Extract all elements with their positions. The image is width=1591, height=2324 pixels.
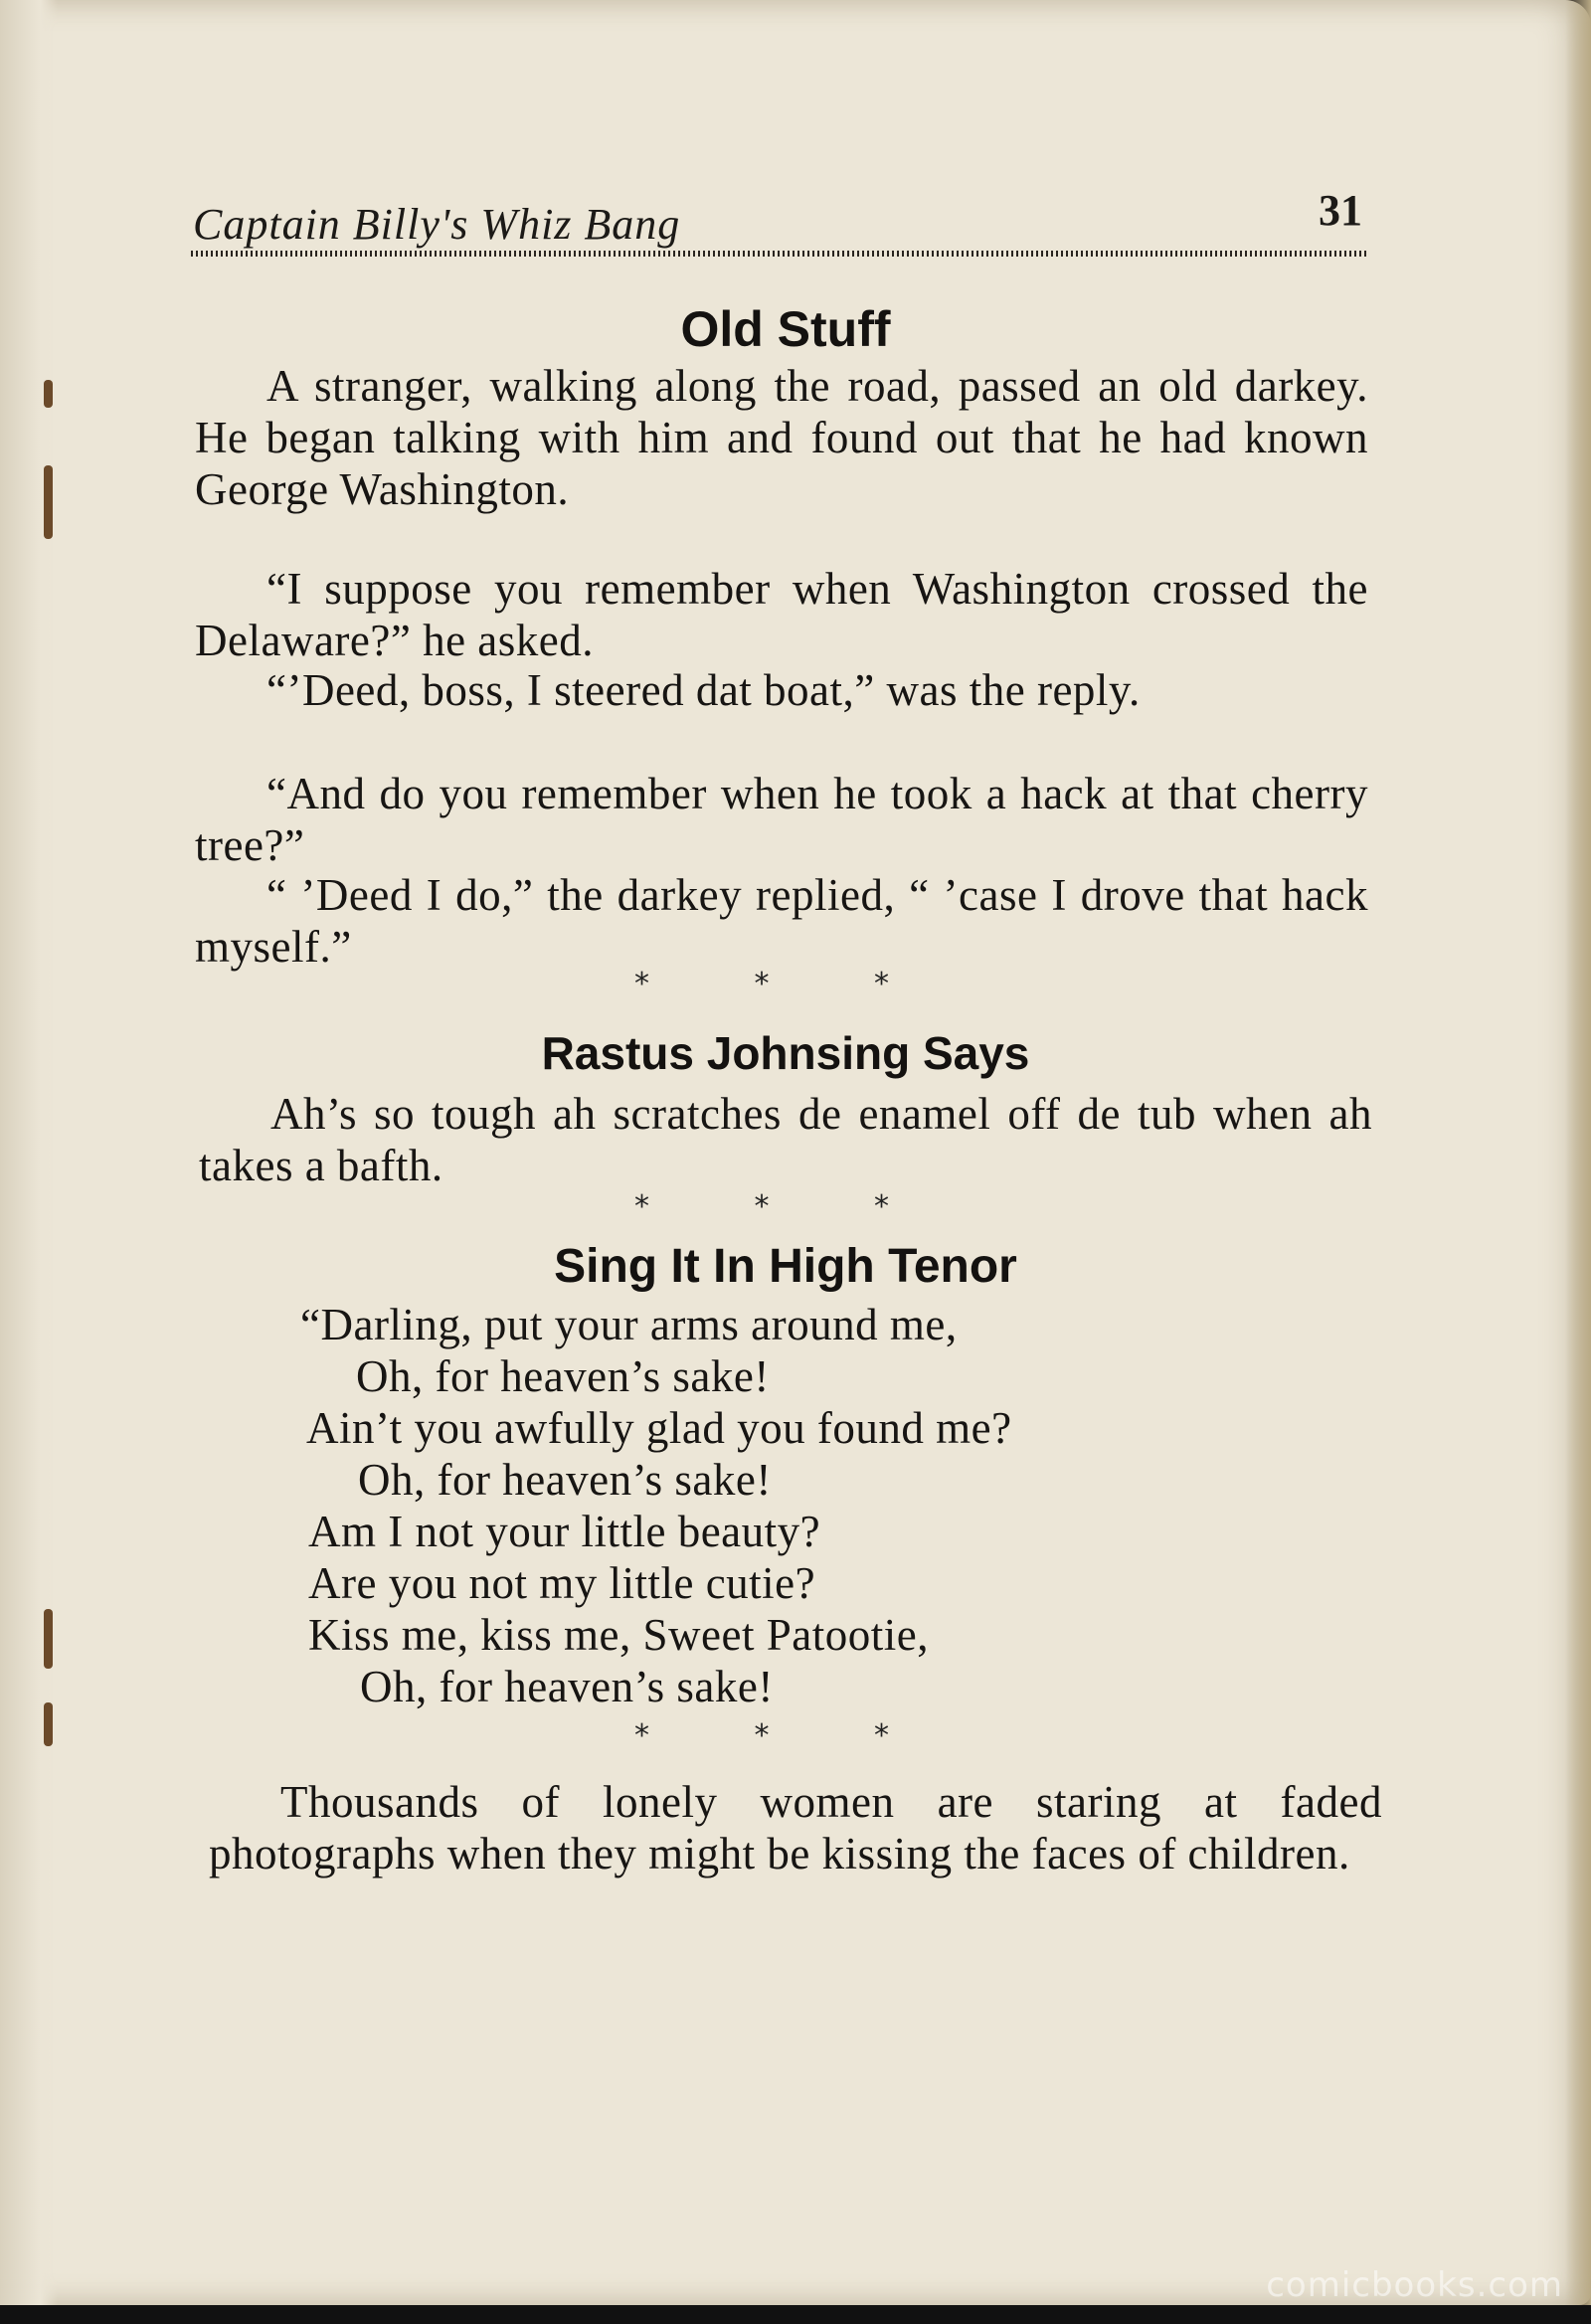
separator-stars: * * * [633, 967, 938, 1001]
paragraph-stranger: A stranger, walking along the road, passed an old darkey. He began talking with him and found out that he had known George Washington. [195, 361, 1368, 514]
staple-top-lower [44, 465, 53, 539]
page-number: 31 [1319, 186, 1362, 235]
staple-top-upper [44, 380, 53, 408]
verse-line: Ain’t you awfully glad you found me? [306, 1403, 1012, 1453]
scan-bottom-strip [0, 2305, 1591, 2324]
header-rule [191, 251, 1366, 257]
page-spine [0, 0, 58, 2305]
section-title-rastus: Rastus Johnsing Says [541, 1027, 1030, 1079]
verse-line: Am I not your little beauty? [308, 1507, 821, 1556]
staple-bottom-lower [44, 1702, 53, 1746]
paragraph-cherry-tree: “And do you remember when he took a hack at that cherry tree?” [195, 769, 1368, 870]
page-edge-wear [1565, 0, 1591, 2305]
separator-stars: * * * [633, 1718, 938, 1753]
running-title: Captain Billy's Whiz Bang [193, 200, 681, 249]
verse-line: “Darling, put your arms around me, [300, 1300, 958, 1349]
running-header [191, 185, 1366, 263]
watermark: comicbooks.com [1266, 2265, 1563, 2305]
verse-line: Are you not my little cutie? [308, 1558, 816, 1608]
separator-stars: * * * [633, 1189, 938, 1224]
paragraph-hack: “ ’Deed I do,” the darkey replied, “ ’case I drove that hack myself.” [195, 870, 1368, 972]
verse-line: Oh, for heaven’s sake! [358, 1455, 772, 1505]
verse-line: Oh, for heaven’s sake! [360, 1662, 774, 1711]
paragraph-delaware: “I suppose you remember when Washington crossed the Delaware?” he asked. [195, 564, 1368, 665]
verse-line: Oh, for heaven’s sake! [356, 1351, 770, 1401]
section-title-sing: Sing It In High Tenor [554, 1240, 1017, 1293]
staple-bottom-upper [44, 1609, 53, 1669]
paragraph-closing: Thousands of lonely women are staring at faded photographs when they might be kissing the faces of children. [209, 1777, 1382, 1878]
verse-line: Kiss me, kiss me, Sweet Patootie, [308, 1610, 929, 1660]
paragraph-rastus: Ah’s so tough ah scratches de enamel off de tub when ah takes a bafth. [199, 1089, 1372, 1190]
section-title-old-stuff: Old Stuff [680, 301, 891, 357]
paragraph-boat: “’Deed, boss, I steered dat boat,” was the reply. [266, 665, 1141, 715]
